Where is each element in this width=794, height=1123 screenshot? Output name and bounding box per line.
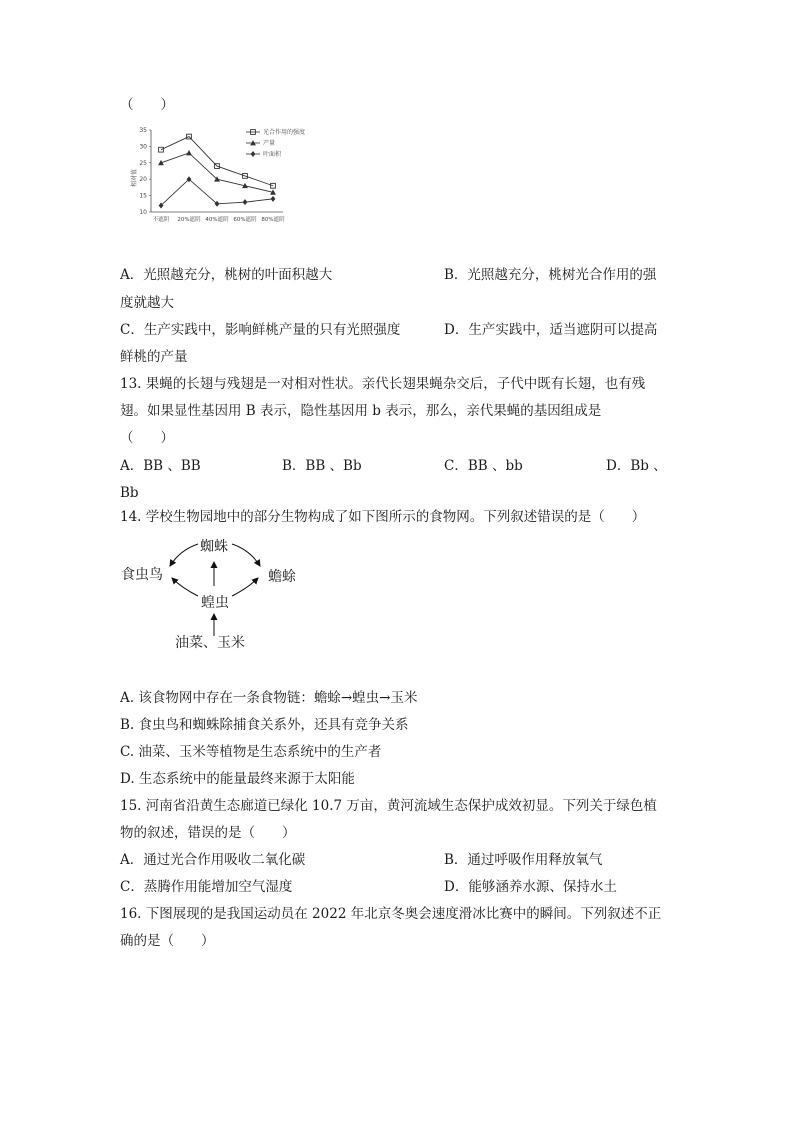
y-tick-label: 35 [139,127,147,134]
q12-option-d-cont: 鲜桃的产量 [120,349,188,365]
legend-marker [251,151,256,157]
node-locust: 蝗虫 [201,595,229,611]
q15-option-c: C．蒸腾作用能增加空气湿度 [120,879,293,895]
x-axis-ticks [153,215,285,223]
y-tick-label: 20 [139,176,147,184]
q13-stem-line1: 13. 果蝇的长翅与残翅是一对相对性状。亲代长翅果蝇杂交后，子代中既有长翅，也有残 [120,376,646,392]
legend-label: 产量 [263,140,276,147]
legend-label: 光合作用的强度 [263,129,306,136]
q13-option-d-cont: Bb [120,485,139,501]
y-axis-label: 相对值 [131,168,138,188]
node-toad: 蟾蜍 [268,569,296,585]
q15-option-a: A．通过光合作用吸收二氧化碳 [120,852,306,868]
q12-option-c: C．生产实践中，影响鲜桃产量的只有光照强度 [120,322,401,338]
q16-stem-line1: 16. 下图展现的是我国运动员在 2022 年北京冬奥会速度滑冰比赛中的瞬间。下列叙述不正 [120,906,662,922]
legend-label: 叶面积 [263,151,282,158]
x-tick-label: 40%遮阴 [205,217,229,223]
q12-option-d: D．生产实践中，适当遮阴可以提高 [444,322,658,338]
series-1 [158,150,276,195]
data-point [271,196,276,202]
y-tick-label: 15 [139,192,147,200]
chart-series [158,134,276,208]
node-plants: 油菜、玉米 [175,635,245,651]
q12-option-b-cont: 度就越大 [120,295,174,311]
q12-option-a: A．光照越充分，桃树的叶面积越大 [120,267,333,283]
arrow-locust-to-bird [172,578,198,596]
q15-stem-line1: 15. 河南省沿黄生态廊道已绿化 10.7 万亩，黄河流域生态保护成效初显。下列关于绿色植 [120,798,657,814]
chart-legend [246,128,305,158]
node-insectivorous-bird: 食虫鸟 [121,567,163,583]
q15-option-d: D．能够涵养水源、保持水土 [444,879,617,895]
data-point [243,199,248,205]
q14-stem: 14. 学校生物园地中的部分生物构成了如下图所示的食物网。下列叙述错误的是（ ） [120,509,646,525]
q12-line-chart [118,120,418,250]
q12-option-b: B．光照越充分，桃树光合作用的强 [444,267,657,283]
y-tick-label: 10 [139,209,147,216]
y-axis-ticks [139,127,151,216]
series-line [161,153,273,192]
data-point [215,201,220,207]
x-tick-label: 不遮阴 [152,217,170,223]
arrow-spider-to-bird [170,544,198,566]
x-tick-label: 60%遮阴 [233,217,257,223]
q15-stem-line2: 物的叙述，错误的是（ ） [120,825,296,841]
q14-option-a: A. 该食物网中存在一条食物链：蟾蜍→蝗虫→玉米 [120,690,418,706]
q13-option-c: C．BB 、bb [444,458,523,474]
data-point [271,183,276,188]
q13-option-a: A．BB 、BB [120,458,201,474]
q13-stem-line2: 翅。如果显性基因用 B 表示，隐性基因用 b 表示，那么，亲代果蝇的基因组成是 [120,403,602,419]
arrow-spider-to-toad [232,544,260,566]
y-tick-label: 25 [139,159,147,167]
q16-stem-line2: 确的是（ ） [120,933,215,949]
x-tick-label: 80%遮阴 [261,217,285,223]
data-point [186,150,192,155]
q14-option-c: C. 油菜、玉米等植物是生态系统中的生产者 [120,744,382,760]
node-spider: 蜘蛛 [200,539,228,555]
q14-option-b: B. 食虫鸟和蜘蛛除捕食关系外，还具有竞争关系 [120,717,409,733]
y-tick-label: 30 [139,143,147,151]
arrow-locust-to-toad [232,578,258,596]
q13-option-d: D．Bb 、 [606,458,667,474]
x-tick-label: 20%遮阴 [177,217,201,223]
food-web-diagram [118,532,318,656]
q15-option-b: B．通过呼吸作用释放氧气 [444,852,603,868]
q13-option-b: B．BB 、Bb [282,458,362,474]
q13-paren: （ ） [120,430,174,446]
q12-paren: （ ） [120,97,174,113]
q14-option-d: D. 生态系统中的能量最终来源于太阳能 [120,771,355,787]
